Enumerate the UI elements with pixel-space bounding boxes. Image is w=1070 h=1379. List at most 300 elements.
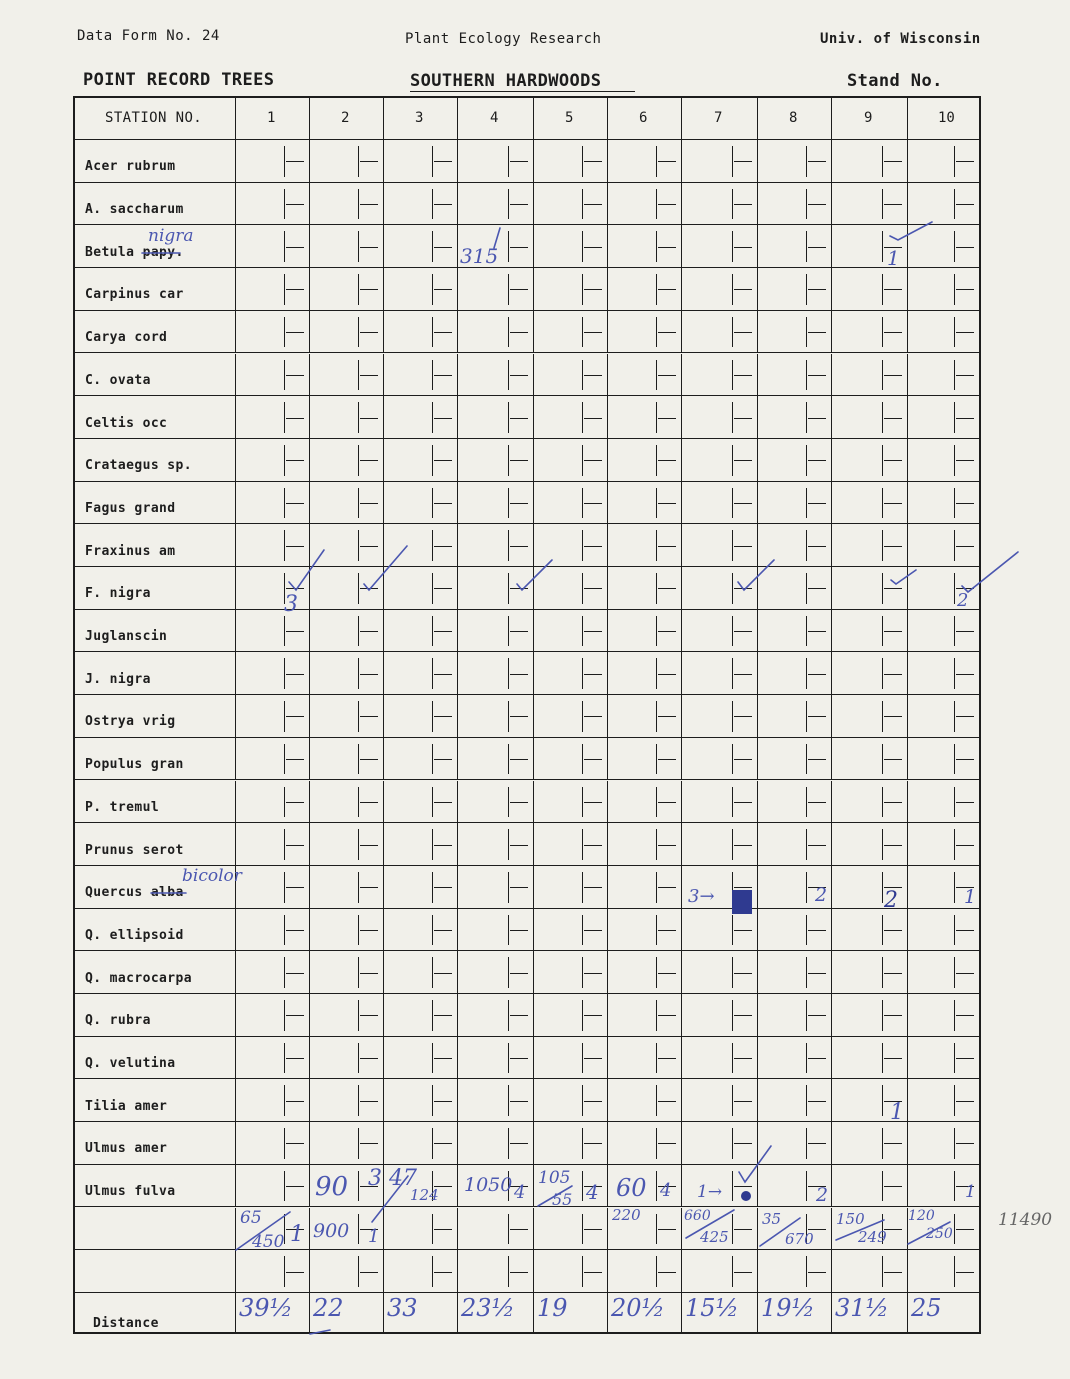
extra-st7-value-b: 425 [700, 1228, 729, 1246]
data-cell[interactable] [831, 994, 907, 1036]
data-cell[interactable] [681, 268, 757, 310]
data-cell[interactable] [383, 866, 457, 908]
cell-divider [806, 658, 807, 689]
data-cell[interactable] [907, 738, 979, 780]
data-cell[interactable] [309, 1079, 383, 1121]
data-cell[interactable] [607, 738, 681, 780]
data-cell[interactable] [907, 311, 979, 353]
data-cell[interactable] [907, 482, 979, 524]
data-cell[interactable] [235, 738, 309, 780]
data-cell[interactable] [457, 1250, 533, 1292]
data-cell[interactable] [757, 823, 831, 865]
cell-tick [584, 418, 602, 419]
data-cell[interactable] [681, 610, 757, 652]
data-cell[interactable] [533, 909, 607, 951]
data-cell[interactable] [607, 439, 681, 481]
cell-divider [358, 616, 359, 647]
data-cell[interactable] [235, 140, 309, 182]
data-cell[interactable] [757, 225, 831, 267]
data-cell[interactable] [831, 183, 907, 225]
data-cell[interactable] [831, 1122, 907, 1164]
data-cell[interactable] [533, 567, 607, 609]
cell-divider [954, 360, 955, 391]
data-cell[interactable] [533, 1250, 607, 1292]
cell-divider [656, 829, 657, 860]
data-cell[interactable] [309, 781, 383, 823]
data-cell[interactable] [607, 695, 681, 737]
data-cell[interactable] [681, 140, 757, 182]
data-cell[interactable] [235, 354, 309, 396]
cell-divider [732, 573, 733, 604]
data-cell[interactable] [831, 140, 907, 182]
data-cell[interactable] [533, 994, 607, 1036]
data-cell[interactable] [235, 909, 309, 951]
data-cell[interactable] [681, 1079, 757, 1121]
data-cell[interactable] [907, 652, 979, 694]
data-cell[interactable] [235, 781, 309, 823]
data-cell[interactable] [533, 738, 607, 780]
data-cell[interactable] [831, 823, 907, 865]
data-cell[interactable] [907, 1079, 979, 1121]
data-cell[interactable] [757, 909, 831, 951]
data-cell[interactable] [907, 396, 979, 438]
data-cell[interactable] [757, 183, 831, 225]
data-cell[interactable] [383, 951, 457, 993]
cell-divider [806, 231, 807, 262]
data-cell[interactable] [235, 951, 309, 993]
data-cell[interactable] [309, 994, 383, 1036]
data-cell[interactable] [681, 1122, 757, 1164]
data-cell[interactable] [831, 1037, 907, 1079]
data-cell[interactable] [383, 354, 457, 396]
data-cell[interactable] [607, 1250, 681, 1292]
data-cell[interactable] [533, 268, 607, 310]
cell-divider [358, 787, 359, 818]
cell-divider [882, 1043, 883, 1074]
data-cell[interactable] [831, 951, 907, 993]
cell-tick [808, 1015, 826, 1016]
data-cell[interactable] [607, 951, 681, 993]
data-cell[interactable] [907, 225, 979, 267]
data-cell[interactable] [457, 909, 533, 951]
data-cell[interactable] [235, 1079, 309, 1121]
data-cell[interactable] [907, 781, 979, 823]
cell-divider [954, 1000, 955, 1031]
data-cell[interactable] [309, 738, 383, 780]
data-cell[interactable] [457, 610, 533, 652]
data-cell[interactable] [533, 311, 607, 353]
data-cell[interactable] [831, 610, 907, 652]
data-cell[interactable] [757, 695, 831, 737]
data-cell[interactable] [607, 652, 681, 694]
data-cell[interactable] [235, 652, 309, 694]
data-cell[interactable] [383, 439, 457, 481]
species-row [75, 695, 979, 738]
data-cell[interactable] [757, 482, 831, 524]
data-cell[interactable] [831, 1250, 907, 1292]
data-cell[interactable] [457, 1122, 533, 1164]
data-cell[interactable] [533, 183, 607, 225]
cell-divider [432, 360, 433, 391]
cell-tick [360, 716, 378, 717]
data-cell[interactable] [681, 524, 757, 566]
data-cell[interactable] [681, 482, 757, 524]
data-cell[interactable] [235, 1122, 309, 1164]
data-cell[interactable] [907, 354, 979, 396]
data-cell[interactable] [457, 268, 533, 310]
data-cell[interactable] [235, 866, 309, 908]
cell-tick [808, 759, 826, 760]
data-cell[interactable] [309, 482, 383, 524]
data-cell[interactable] [607, 268, 681, 310]
data-cell[interactable] [235, 396, 309, 438]
data-cell[interactable] [831, 1165, 907, 1207]
data-cell[interactable] [757, 1122, 831, 1164]
data-cell[interactable] [757, 1250, 831, 1292]
data-cell[interactable] [607, 524, 681, 566]
cell-tick [510, 674, 528, 675]
cell-tick [286, 332, 304, 333]
data-cell[interactable] [383, 524, 457, 566]
data-cell[interactable] [235, 183, 309, 225]
data-cell[interactable] [757, 652, 831, 694]
data-cell[interactable] [681, 652, 757, 694]
data-cell[interactable] [457, 951, 533, 993]
data-cell[interactable] [383, 567, 457, 609]
data-cell[interactable] [533, 1037, 607, 1079]
data-cell[interactable] [309, 1250, 383, 1292]
data-cell[interactable] [907, 1250, 979, 1292]
data-cell[interactable] [309, 951, 383, 993]
data-cell[interactable] [757, 781, 831, 823]
cell-tick [658, 802, 676, 803]
data-cell[interactable] [457, 1208, 533, 1250]
extra-st7-value-a: 660 [684, 1208, 711, 1224]
data-cell[interactable] [907, 951, 979, 993]
data-cell[interactable] [457, 482, 533, 524]
cell-divider [806, 1256, 807, 1287]
data-cell[interactable] [235, 268, 309, 310]
data-cell[interactable] [607, 354, 681, 396]
data-cell[interactable] [907, 909, 979, 951]
data-cell[interactable] [607, 781, 681, 823]
data-cell[interactable] [757, 1037, 831, 1079]
data-cell[interactable] [533, 439, 607, 481]
data-cell[interactable] [681, 354, 757, 396]
cell-divider [582, 1256, 583, 1287]
header-row [75, 98, 979, 140]
data-cell[interactable] [907, 268, 979, 310]
data-cell[interactable] [309, 1037, 383, 1079]
data-cell[interactable] [607, 225, 681, 267]
data-cell[interactable] [533, 781, 607, 823]
cell-divider [432, 231, 433, 262]
cell-divider [358, 530, 359, 561]
data-cell[interactable] [533, 1208, 607, 1250]
data-cell[interactable] [457, 738, 533, 780]
data-cell[interactable] [235, 311, 309, 353]
data-cell[interactable] [607, 909, 681, 951]
data-cell[interactable] [309, 524, 383, 566]
data-cell[interactable] [457, 311, 533, 353]
data-cell[interactable] [757, 439, 831, 481]
data-cell[interactable] [383, 781, 457, 823]
data-cell[interactable] [383, 225, 457, 267]
species-row [75, 183, 979, 226]
cell-tick [884, 1058, 902, 1059]
data-cell[interactable] [457, 140, 533, 182]
data-cell[interactable] [607, 183, 681, 225]
data-cell[interactable] [533, 396, 607, 438]
data-cell[interactable] [383, 1250, 457, 1292]
data-cell[interactable] [907, 524, 979, 566]
data-cell[interactable] [383, 652, 457, 694]
cell-tick [360, 631, 378, 632]
data-cell[interactable] [533, 1079, 607, 1121]
data-cell[interactable] [831, 738, 907, 780]
data-cell[interactable] [907, 1122, 979, 1164]
data-cell[interactable] [235, 695, 309, 737]
data-cell[interactable] [533, 695, 607, 737]
data-cell[interactable] [907, 695, 979, 737]
data-cell[interactable] [681, 1037, 757, 1079]
data-cell[interactable] [309, 909, 383, 951]
data-cell[interactable] [907, 1037, 979, 1079]
cell-tick [434, 716, 452, 717]
data-cell[interactable] [383, 482, 457, 524]
cell-divider [582, 317, 583, 348]
cell-divider [806, 829, 807, 860]
data-cell[interactable] [831, 652, 907, 694]
data-cell[interactable] [681, 567, 757, 609]
data-cell[interactable] [309, 1122, 383, 1164]
data-cell[interactable] [383, 1122, 457, 1164]
data-cell[interactable] [383, 738, 457, 780]
data-cell[interactable] [383, 1037, 457, 1079]
data-cell[interactable] [309, 652, 383, 694]
data-cell[interactable] [383, 994, 457, 1036]
data-cell[interactable] [831, 482, 907, 524]
distance-value: 15½ [685, 1294, 739, 1322]
data-cell[interactable] [831, 396, 907, 438]
data-cell[interactable] [457, 567, 533, 609]
cell-tick [434, 460, 452, 461]
cell-tick [510, 546, 528, 547]
data-cell[interactable] [457, 524, 533, 566]
data-cell[interactable] [757, 994, 831, 1036]
data-cell[interactable] [607, 1079, 681, 1121]
data-cell[interactable] [457, 1037, 533, 1079]
data-cell[interactable] [607, 994, 681, 1036]
data-cell[interactable] [681, 439, 757, 481]
data-cell[interactable] [681, 225, 757, 267]
data-cell[interactable] [309, 140, 383, 182]
data-cell[interactable] [457, 994, 533, 1036]
data-cell[interactable] [457, 396, 533, 438]
data-cell[interactable] [235, 994, 309, 1036]
data-cell[interactable] [533, 354, 607, 396]
data-cell[interactable] [607, 140, 681, 182]
data-cell[interactable] [681, 994, 757, 1036]
data-cell[interactable] [757, 311, 831, 353]
data-cell[interactable] [831, 268, 907, 310]
data-cell[interactable] [309, 866, 383, 908]
data-cell[interactable] [309, 567, 383, 609]
data-cell[interactable] [831, 311, 907, 353]
cell-tick [434, 759, 452, 760]
data-cell[interactable] [907, 610, 979, 652]
data-cell[interactable] [681, 823, 757, 865]
data-cell[interactable] [757, 396, 831, 438]
data-cell[interactable] [757, 1079, 831, 1121]
data-cell[interactable] [383, 396, 457, 438]
species-label: Ostrya vrig [85, 714, 176, 730]
data-cell[interactable] [457, 1079, 533, 1121]
cell-tick [658, 631, 676, 632]
data-cell[interactable] [309, 823, 383, 865]
data-cell[interactable] [309, 311, 383, 353]
data-cell[interactable] [533, 225, 607, 267]
data-cell[interactable] [831, 695, 907, 737]
data-cell[interactable] [757, 268, 831, 310]
cell-divider [954, 146, 955, 177]
data-cell[interactable] [309, 354, 383, 396]
data-cell[interactable] [681, 951, 757, 993]
data-cell[interactable] [831, 909, 907, 951]
data-cell[interactable] [607, 567, 681, 609]
data-cell[interactable] [309, 268, 383, 310]
data-cell[interactable] [607, 396, 681, 438]
data-cell[interactable] [831, 524, 907, 566]
data-cell[interactable] [309, 610, 383, 652]
data-cell[interactable] [907, 823, 979, 865]
data-cell[interactable] [831, 439, 907, 481]
data-cell[interactable] [607, 1037, 681, 1079]
data-cell[interactable] [309, 396, 383, 438]
data-cell[interactable] [681, 311, 757, 353]
data-cell[interactable] [457, 823, 533, 865]
data-cell[interactable] [235, 225, 309, 267]
data-cell[interactable] [235, 1250, 309, 1292]
cell-tick [360, 204, 378, 205]
data-cell[interactable] [757, 524, 831, 566]
data-cell[interactable] [457, 183, 533, 225]
data-cell[interactable] [533, 482, 607, 524]
data-cell[interactable] [681, 738, 757, 780]
cell-tick [658, 546, 676, 547]
data-cell[interactable] [533, 866, 607, 908]
data-cell[interactable] [383, 610, 457, 652]
data-cell[interactable] [309, 439, 383, 481]
data-cell[interactable] [383, 1079, 457, 1121]
data-cell[interactable] [607, 866, 681, 908]
data-cell[interactable] [383, 268, 457, 310]
data-cell[interactable] [757, 951, 831, 993]
data-cell[interactable] [457, 354, 533, 396]
extra-st8-value-b: 670 [785, 1230, 814, 1248]
data-cell[interactable] [681, 781, 757, 823]
data-cell[interactable] [383, 140, 457, 182]
data-cell[interactable] [533, 652, 607, 694]
data-cell[interactable] [607, 482, 681, 524]
extra-st1-value-a: 65 [240, 1208, 262, 1228]
data-cell[interactable] [757, 567, 831, 609]
data-cell[interactable] [607, 610, 681, 652]
data-cell[interactable] [309, 225, 383, 267]
data-cell[interactable] [831, 567, 907, 609]
data-cell[interactable] [607, 1122, 681, 1164]
data-cell[interactable] [757, 140, 831, 182]
data-cell[interactable] [383, 311, 457, 353]
data-cell[interactable] [235, 439, 309, 481]
cell-divider [882, 1085, 883, 1116]
data-cell[interactable] [607, 311, 681, 353]
cell-divider [732, 1256, 733, 1287]
data-cell[interactable] [907, 439, 979, 481]
data-cell[interactable] [235, 1165, 309, 1207]
data-cell[interactable] [831, 354, 907, 396]
data-cell[interactable] [533, 610, 607, 652]
data-cell[interactable] [457, 652, 533, 694]
data-cell[interactable] [607, 823, 681, 865]
data-cell[interactable] [235, 823, 309, 865]
cell-divider [358, 360, 359, 391]
data-cell[interactable] [235, 482, 309, 524]
data-cell[interactable] [383, 823, 457, 865]
data-cell[interactable] [457, 695, 533, 737]
cell-tick [956, 375, 974, 376]
data-cell[interactable] [309, 695, 383, 737]
data-cell[interactable] [681, 396, 757, 438]
data-cell[interactable] [757, 354, 831, 396]
data-cell[interactable] [457, 866, 533, 908]
data-cell[interactable] [757, 738, 831, 780]
data-cell[interactable] [681, 183, 757, 225]
data-cell[interactable] [533, 140, 607, 182]
data-cell[interactable] [383, 909, 457, 951]
data-cell[interactable] [383, 1208, 457, 1250]
data-cell[interactable] [681, 1250, 757, 1292]
cell-tick [956, 1058, 974, 1059]
data-cell[interactable] [533, 823, 607, 865]
data-cell[interactable] [533, 1122, 607, 1164]
data-cell[interactable] [457, 781, 533, 823]
data-cell[interactable] [235, 524, 309, 566]
data-cell[interactable] [533, 951, 607, 993]
data-cell[interactable] [681, 695, 757, 737]
data-cell[interactable] [383, 183, 457, 225]
data-cell[interactable] [907, 140, 979, 182]
data-cell[interactable] [457, 439, 533, 481]
data-cell[interactable] [757, 610, 831, 652]
data-cell[interactable] [681, 909, 757, 951]
cell-tick [510, 161, 528, 162]
data-cell[interactable] [831, 781, 907, 823]
cell-tick [734, 802, 752, 803]
data-cell[interactable] [533, 524, 607, 566]
cell-tick [286, 204, 304, 205]
point-record-table [73, 96, 981, 1334]
cell-divider [508, 829, 509, 860]
data-cell[interactable] [907, 994, 979, 1036]
data-cell[interactable] [383, 695, 457, 737]
cell-tick [956, 674, 974, 675]
data-cell[interactable] [907, 183, 979, 225]
data-cell[interactable] [309, 183, 383, 225]
cell-divider [284, 701, 285, 732]
cell-tick [434, 1229, 452, 1230]
data-cell[interactable] [235, 1037, 309, 1079]
